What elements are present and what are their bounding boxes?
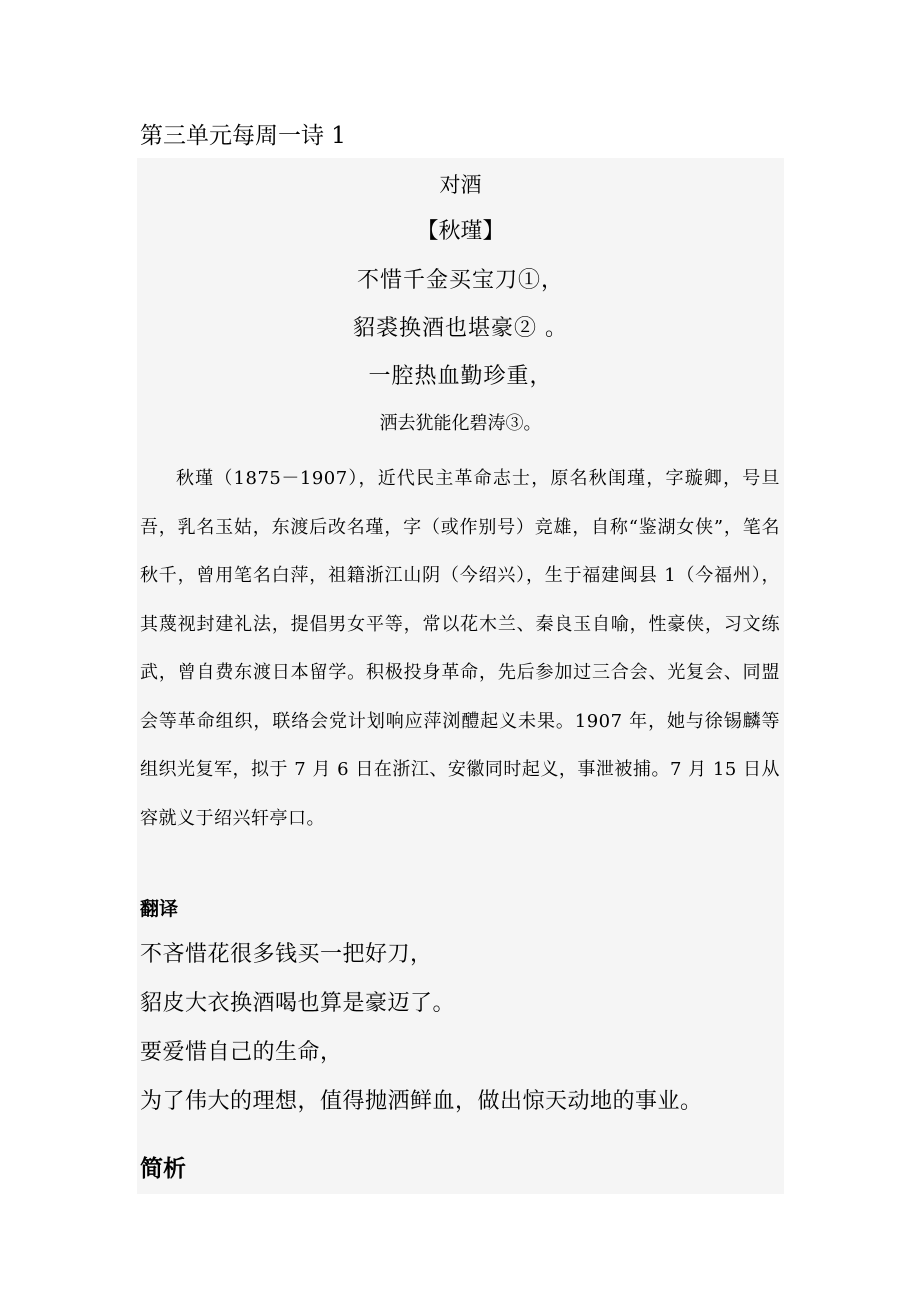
translation-line: 为了伟大的理想，值得抛洒鲜血，做出惊天动地的事业。	[140, 1089, 703, 1114]
poem-author: 【秋瑾】	[416, 219, 505, 244]
poem-line: 一腔热血勤珍重，	[368, 364, 553, 389]
author-biography: 秋瑾（1875－1907），近代民主革命志士，原名秋闺瑾，字璇卿，号旦吾，乳名玉姑，东渡后改名瑾，字（或作别号）竞雄，自称“鉴湖女侠”，笔名秋千，曾用笔名白萍，祖籍浙江山阴（今绍兴），生于福建闽县 1（今福州），其蔑视封建礼法，提倡男女平等，常以花木兰、秦良玉自喻，性豪侠，习文练武，曾自费东渡日本留学。积极投身革命，先后参加过三合会、光复会、同盟会等革命组织，联络会党计划响应萍浏醴起义未果。1907 年，她与徐锡麟等组织光复军，拟于 7 月 6 日在浙江、安徽同时起义，事泄被捕。7 月 15 日从容就义于绍兴轩亭口。	[140, 468, 780, 829]
translation-line: 貂皮大衣换酒喝也算是豪迈了。	[140, 991, 456, 1016]
poem-line: 貂裘换酒也堪豪② 。	[353, 316, 568, 341]
poem-line: 洒去犹能化碧涛③。	[379, 413, 542, 434]
translation-line: 要爱惜自己的生命，	[140, 1040, 343, 1065]
analysis-heading: 简析	[140, 1156, 186, 1182]
page-title: 第三单元每周一诗 1	[140, 123, 346, 149]
poem-title: 对酒	[439, 173, 482, 197]
translation-heading: 翻译	[140, 898, 179, 920]
translation-line: 不吝惜花很多钱买一把好刀，	[140, 942, 433, 967]
poem-line: 不惜千金买宝刀①，	[356, 268, 564, 293]
